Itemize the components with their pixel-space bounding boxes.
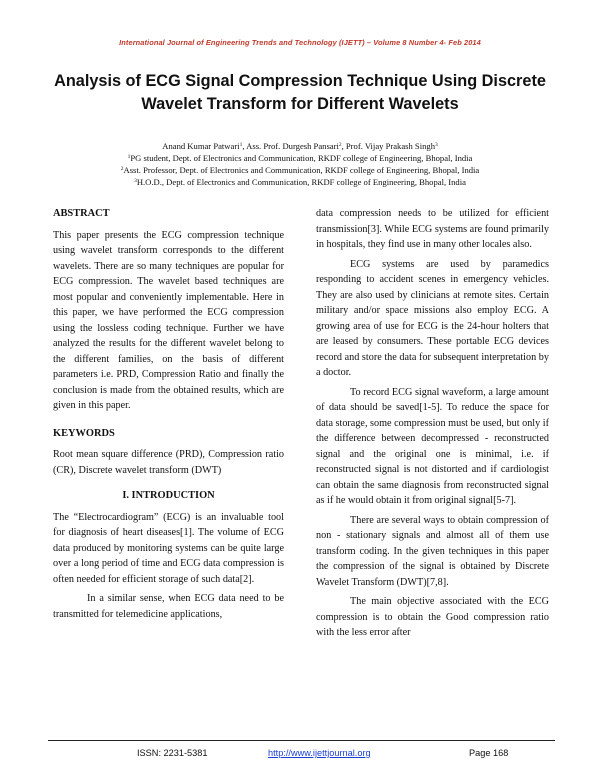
author-block <box>0 140 600 188</box>
footer-issn: ISSN: 2231-5381 <box>137 748 208 758</box>
footer-divider <box>48 740 555 741</box>
keywords-text: Root mean square difference (PRD), Compression ratio (CR), Discrete wavelet transform (DWT) <box>53 449 284 476</box>
right-paragraph-1: data compression needs to be utilized for efficient transmission[3]. While ECG systems are found primarily in hospitals, they find use in many other locales also. <box>316 208 549 250</box>
right-paragraph-5: The main objective associated with the ECG compression is to obtain the Good compression ratio with the less error after <box>316 596 549 638</box>
author-1-sup: 1 <box>239 142 243 148</box>
affiliation-2-sup: 2 <box>120 166 124 172</box>
affiliation-1 <box>0 152 600 164</box>
affiliation-1-text: PG student, Dept. of Electronics and Communication, RKDF college of Engineering, Bhopal, India <box>130 153 473 163</box>
keywords-heading: KEYWORDS <box>53 427 115 439</box>
abstract-text: This paper presents the ECG compression technique using wavelet transform corresponds to the different wavelets. There are so many techniques are popular for ECG compression. The wavelet based techniques are most popular and conveniently implementable. Here in this paper, we have performed the ECG compression using the lossless coding technique. Further we have analyzed the results for the different wavelet belong to the different families, on the basis of different parameters i.e. PRD, Compression Ratio and finally the conclusion is made from the obtained results, which are given in this paper. <box>53 229 284 411</box>
affiliation-3-text: H.O.D., Dept. of Electronics and Communication, RKDF college of Engineering, Bhopal, India <box>136 177 466 187</box>
right-paragraph-4: There are several ways to obtain compression of non - stationary signals and almost all of them use transform coding. In the given techniques in this paper the compression of the signal is obtained by Discrete Wavelet Transform (DWT)[7,8]. <box>316 514 549 588</box>
paper-title: Analysis of ECG Signal Compression Technique Using Discrete Wavelet Transform for Different Wavelets <box>54 72 546 113</box>
intro-heading: I. INTRODUCTION <box>122 490 215 501</box>
author-2: , Ass. Prof. Durgesh Pansari <box>242 141 339 151</box>
right-column <box>316 206 549 641</box>
author-names <box>0 140 600 152</box>
author-2-sup: 2 <box>338 142 342 148</box>
intro-paragraph-2: In a similar sense, when ECG data need to be transmitted for telemedicine applications, <box>53 593 284 620</box>
journal-header: International Journal of Engineering Trends and Technology (IJETT) – Volume 8 Number 4- Feb 2014 <box>119 38 481 47</box>
affiliation-3 <box>0 176 600 188</box>
author-3: , Prof. Vijay Prakash Singh <box>341 141 435 151</box>
footer-page-number: Page 168 <box>469 748 509 758</box>
affiliation-2 <box>0 164 600 176</box>
author-1: Anand Kumar Patwari <box>162 141 240 151</box>
left-column <box>53 206 284 622</box>
abstract-heading: ABSTRACT <box>53 208 110 219</box>
affiliation-1-sup: 1 <box>127 154 131 160</box>
right-paragraph-2: ECG systems are used by paramedics responding to accident scenes in emergency vehicles. They are also used by clinicians at remote sites. Certain military and/or space missions also employ ECG. A growing area of use for ECG is the 24-hour holters that are leased by consumers. These portable ECG devices record and store the data for subsequent interpretation by a doctor. <box>316 258 549 378</box>
intro-paragraph-1: The “Electrocardiogram” (ECG) is an invaluable tool for diagnosis of heart diseases[1]. The volume of ECG data produced by monitoring systems can be quite large over a long period of time and ECG data compression is often needed for efficient storage of such data[2]. <box>53 511 284 585</box>
author-3-sup: 3 <box>435 142 438 148</box>
right-paragraph-3: To record ECG signal waveform, a large amount of data should be saved[1-5]. To reduce the space for data storage, some compression must be used, but only if the difference between decompressed - reconstructed signal and the original one is minimal, i.e. if reconstructed signal is not distorted and if cardiologist can obtain the same diagnosis from reconstructed signal as if he would obtain it from original signal[5-7]. <box>316 386 549 506</box>
affiliation-3-sup: 3 <box>134 178 137 184</box>
footer-journal-link[interactable]: http://www.ijettjournal.org <box>268 748 371 758</box>
affiliation-2-text: Asst. Professor, Dept. of Electronics and Communication, RKDF college of Engineering, Bhopal, India <box>123 165 480 175</box>
